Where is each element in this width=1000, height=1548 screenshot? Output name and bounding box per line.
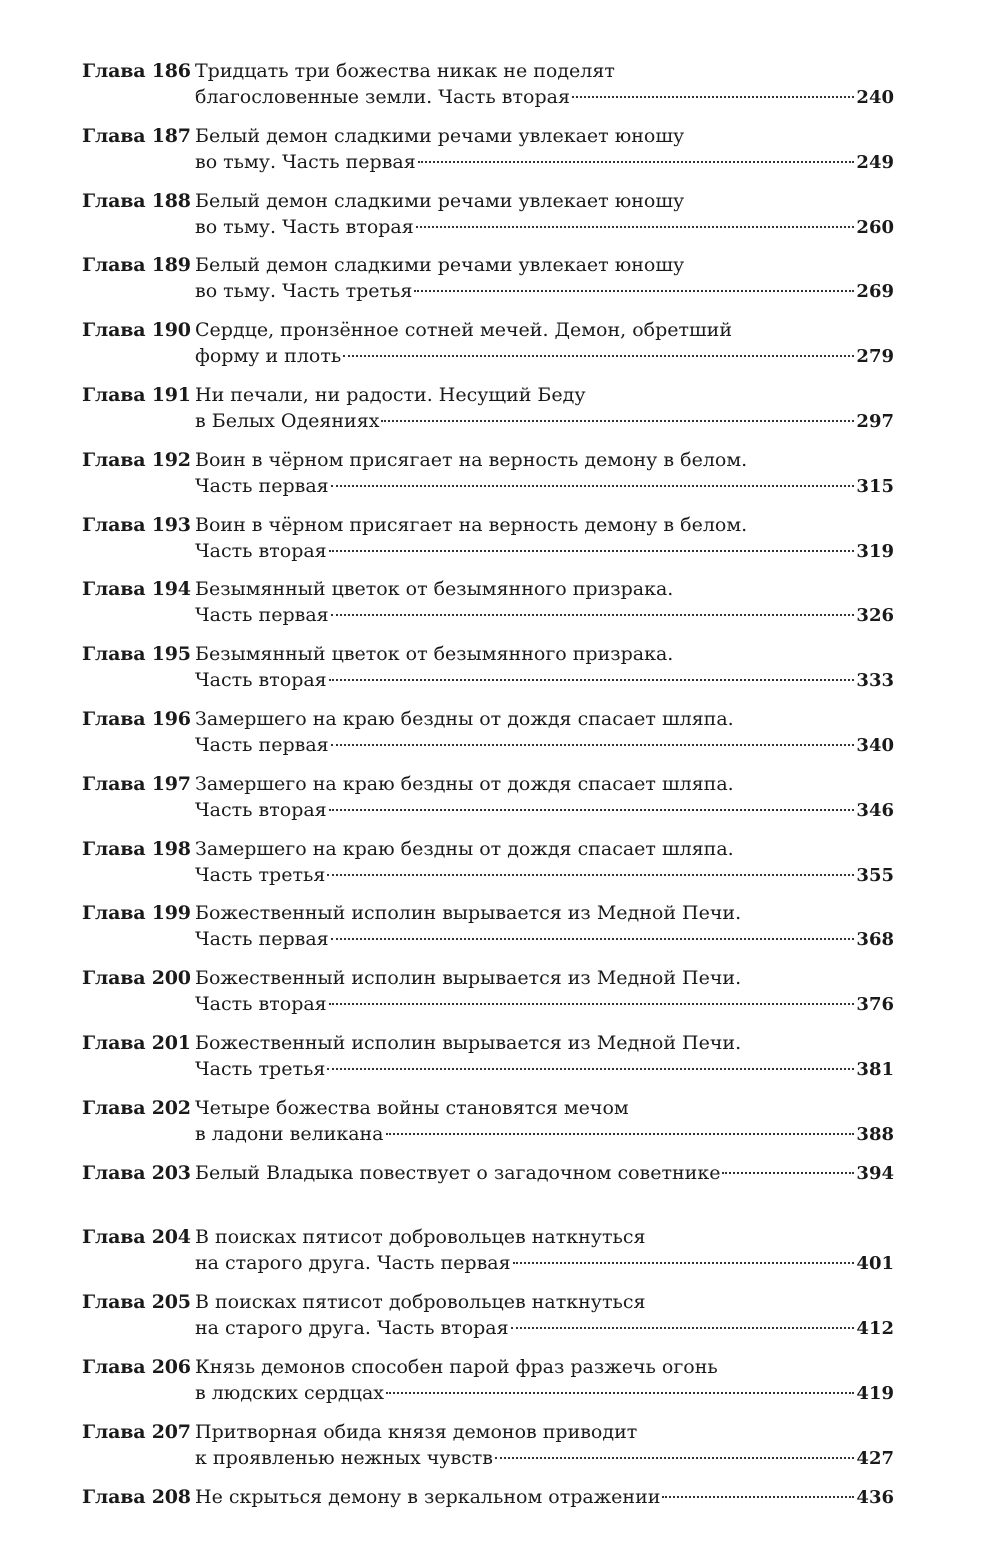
chapter-title bbox=[195, 1419, 894, 1472]
title-line: во тьму. Часть первая bbox=[195, 150, 416, 173]
title-line-with-page bbox=[195, 926, 894, 953]
chapter-number: Глава 202 bbox=[82, 1096, 191, 1119]
title-line: Божественный исполин вырывается из Медной Печи. bbox=[195, 902, 742, 925]
page-number: 333 bbox=[856, 670, 894, 692]
title-line-with-page bbox=[195, 473, 894, 500]
chapter-title bbox=[195, 1354, 894, 1407]
title-line-with-page bbox=[195, 667, 894, 694]
page-number: 260 bbox=[856, 216, 894, 238]
chapter-title bbox=[195, 252, 894, 305]
chapter-number: Глава 194 bbox=[82, 578, 191, 601]
title-line: Часть первая bbox=[195, 474, 329, 497]
chapter-title bbox=[195, 1224, 894, 1277]
title-line: Белый Владыка повествует о загадочном советнике bbox=[195, 1161, 721, 1184]
dot-leader bbox=[414, 290, 854, 292]
title-line: Божественный исполин вырывается из Медной Печи. bbox=[195, 967, 742, 990]
toc-entry bbox=[82, 1160, 894, 1225]
dot-leader bbox=[329, 550, 855, 552]
dot-leader bbox=[329, 809, 855, 811]
chapter-title bbox=[195, 965, 894, 1018]
chapter-number: Глава 201 bbox=[82, 1031, 191, 1054]
toc-entry bbox=[82, 1484, 894, 1548]
page-number: 319 bbox=[856, 540, 894, 562]
chapter-number: Глава 197 bbox=[82, 772, 191, 795]
title-line: в ладони великана bbox=[195, 1122, 384, 1145]
page-number: 355 bbox=[856, 864, 894, 886]
title-line: Четыре божества войны становятся мечом bbox=[195, 1096, 629, 1119]
chapter-title bbox=[195, 900, 894, 953]
dot-leader bbox=[572, 96, 854, 98]
title-line-with-page bbox=[195, 278, 894, 305]
toc-entry bbox=[82, 771, 894, 836]
toc-entry bbox=[82, 1289, 894, 1354]
title-line: к проявленью нежных чувств bbox=[195, 1446, 493, 1469]
title-line-with-page bbox=[195, 602, 894, 629]
page-number: 368 bbox=[856, 929, 894, 951]
chapter-number: Глава 187 bbox=[82, 124, 191, 147]
table-of-contents bbox=[82, 58, 894, 1548]
chapter-number: Глава 205 bbox=[82, 1291, 191, 1314]
page-number: 297 bbox=[856, 410, 894, 432]
page-number: 269 bbox=[856, 281, 894, 303]
toc-entry bbox=[82, 576, 894, 641]
toc-entry bbox=[82, 1030, 894, 1095]
page-number: 315 bbox=[856, 475, 894, 497]
title-line-with-page bbox=[195, 797, 894, 824]
toc-entry bbox=[82, 447, 894, 512]
chapter-title bbox=[195, 1160, 894, 1187]
chapter-number: Глава 207 bbox=[82, 1420, 191, 1443]
title-line: Белый демон сладкими речами увлекает юношу bbox=[195, 254, 685, 277]
chapter-number: Глава 196 bbox=[82, 707, 191, 730]
title-line: Воин в чёрном присягает на верность демону в белом. bbox=[195, 513, 748, 536]
dot-leader bbox=[418, 161, 855, 163]
dot-leader bbox=[329, 1003, 855, 1005]
dot-leader bbox=[386, 1133, 855, 1135]
dot-leader bbox=[327, 874, 854, 876]
toc-entry bbox=[82, 58, 894, 123]
dot-leader bbox=[331, 485, 855, 487]
page-number: 388 bbox=[856, 1123, 894, 1145]
chapter-number: Глава 208 bbox=[82, 1485, 191, 1508]
title-line-with-page bbox=[195, 1250, 894, 1277]
title-line-with-page bbox=[195, 862, 894, 889]
dot-leader bbox=[662, 1496, 854, 1498]
title-line: Замершего на краю бездны от дождя спасает шляпа. bbox=[195, 707, 734, 730]
title-line: Воин в чёрном присягает на верность демону в белом. bbox=[195, 448, 748, 471]
chapter-title bbox=[195, 123, 894, 176]
toc-entry bbox=[82, 641, 894, 706]
chapter-number: Глава 189 bbox=[82, 254, 191, 277]
title-line: Часть третья bbox=[195, 1057, 326, 1080]
dot-leader bbox=[343, 355, 854, 357]
chapter-title bbox=[195, 836, 894, 889]
chapter-title bbox=[195, 641, 894, 694]
toc-entry bbox=[82, 1095, 894, 1160]
page-number: 436 bbox=[856, 1486, 894, 1508]
page-number: 419 bbox=[856, 1382, 894, 1404]
title-line: Ни печали, ни радости. Несущий Беду bbox=[195, 383, 586, 406]
title-line: Часть третья bbox=[195, 863, 326, 886]
page-number: 412 bbox=[856, 1318, 894, 1340]
title-line-with-page bbox=[195, 149, 894, 176]
title-line: Замершего на краю бездны от дождя спасает шляпа. bbox=[195, 837, 734, 860]
toc-entry bbox=[82, 706, 894, 771]
title-line-with-page bbox=[195, 1380, 894, 1407]
title-line-with-page bbox=[195, 1056, 894, 1083]
title-line: Замершего на краю бездны от дождя спасает шляпа. bbox=[195, 772, 734, 795]
title-line: В поисках пятисот добровольцев наткнуться bbox=[195, 1291, 646, 1314]
title-line: Безымянный цветок от безымянного призрака. bbox=[195, 578, 674, 601]
chapter-number: Глава 193 bbox=[82, 513, 191, 536]
page-number: 279 bbox=[856, 346, 894, 368]
chapter-title bbox=[195, 317, 894, 370]
title-line-with-page bbox=[195, 1484, 894, 1511]
toc-entry bbox=[82, 1419, 894, 1484]
dot-leader bbox=[331, 614, 855, 616]
dot-leader bbox=[331, 744, 855, 746]
chapter-number: Глава 204 bbox=[82, 1226, 191, 1249]
chapter-number: Глава 190 bbox=[82, 319, 191, 342]
toc-entry bbox=[82, 900, 894, 965]
chapter-title bbox=[195, 447, 894, 500]
page-number: 427 bbox=[856, 1447, 894, 1469]
title-line: Сердце, пронзённое сотней мечей. Демон, обретший bbox=[195, 319, 732, 342]
chapter-number: Глава 203 bbox=[82, 1161, 191, 1184]
toc-entry bbox=[82, 1224, 894, 1289]
toc-entry bbox=[82, 317, 894, 382]
title-line-with-page bbox=[195, 343, 894, 370]
chapter-title bbox=[195, 58, 894, 111]
chapter-title bbox=[195, 1030, 894, 1083]
title-line-with-page bbox=[195, 538, 894, 565]
title-line-with-page bbox=[195, 408, 894, 435]
page-number: 326 bbox=[856, 605, 894, 627]
dot-leader bbox=[722, 1172, 854, 1174]
chapter-title bbox=[195, 382, 894, 435]
chapter-number: Глава 192 bbox=[82, 448, 191, 471]
page-number: 240 bbox=[856, 87, 894, 108]
title-line-with-page bbox=[195, 991, 894, 1018]
page-number: 346 bbox=[856, 799, 894, 821]
title-line: во тьму. Часть третья bbox=[195, 280, 413, 303]
title-line-with-page bbox=[195, 1160, 894, 1187]
title-line-with-page bbox=[195, 1445, 894, 1472]
title-line: в Белых Одеяниях bbox=[195, 409, 380, 432]
title-line: Часть первая bbox=[195, 604, 329, 627]
toc-entry bbox=[82, 123, 894, 188]
title-line: Князь демонов способен парой фраз разжечь огонь bbox=[195, 1355, 718, 1378]
chapter-number: Глава 198 bbox=[82, 837, 191, 860]
dot-leader bbox=[331, 938, 855, 940]
title-line: Безымянный цветок от безымянного призрака. bbox=[195, 643, 674, 666]
dot-leader bbox=[513, 1262, 855, 1264]
title-line: на старого друга. Часть вторая bbox=[195, 1317, 509, 1340]
toc-entry bbox=[82, 1354, 894, 1419]
page-number: 401 bbox=[856, 1253, 894, 1275]
chapter-title bbox=[195, 576, 894, 629]
title-line: Часть первая bbox=[195, 928, 329, 951]
title-line-with-page bbox=[195, 214, 894, 241]
title-line: Часть вторая bbox=[195, 798, 327, 821]
chapter-number: Глава 195 bbox=[82, 643, 191, 666]
chapter-title bbox=[195, 771, 894, 824]
title-line: В поисках пятисот добровольцев наткнуться bbox=[195, 1226, 646, 1249]
toc-entry bbox=[82, 188, 894, 253]
chapter-title bbox=[195, 1484, 894, 1511]
toc-entry bbox=[82, 252, 894, 317]
title-line: форму и плоть bbox=[195, 345, 342, 368]
page-number: 249 bbox=[856, 151, 894, 173]
chapter-number: Глава 186 bbox=[82, 60, 191, 82]
dot-leader bbox=[381, 420, 854, 422]
title-line: Притворная обида князя демонов приводит bbox=[195, 1420, 638, 1443]
chapter-title bbox=[195, 188, 894, 241]
toc-entry bbox=[82, 512, 894, 577]
dot-leader bbox=[329, 679, 855, 681]
chapter-number: Глава 199 bbox=[82, 902, 191, 925]
chapter-number: Глава 188 bbox=[82, 189, 191, 212]
page-number: 376 bbox=[856, 994, 894, 1016]
title-line: благословенные земли. Часть вторая bbox=[195, 86, 570, 108]
title-line: Божественный исполин вырывается из Медной Печи. bbox=[195, 1031, 742, 1054]
toc-entry bbox=[82, 836, 894, 901]
chapter-number: Глава 206 bbox=[82, 1355, 191, 1378]
title-line: Часть вторая bbox=[195, 539, 327, 562]
dot-leader bbox=[416, 226, 855, 228]
title-line-with-page bbox=[195, 1315, 894, 1342]
title-line: Белый демон сладкими речами увлекает юношу bbox=[195, 124, 685, 147]
title-line: на старого друга. Часть первая bbox=[195, 1252, 511, 1275]
title-line: Тридцать три божества никак не поделят bbox=[195, 60, 615, 82]
title-line: Часть вторая bbox=[195, 993, 327, 1016]
chapter-number: Глава 191 bbox=[82, 383, 191, 406]
title-line-with-page bbox=[195, 732, 894, 759]
title-line: Часть вторая bbox=[195, 669, 327, 692]
page-number: 394 bbox=[856, 1162, 894, 1184]
toc-entry bbox=[82, 965, 894, 1030]
toc-entry bbox=[82, 382, 894, 447]
chapter-title bbox=[195, 512, 894, 565]
dot-leader bbox=[511, 1327, 855, 1329]
title-line: Часть первая bbox=[195, 733, 329, 756]
title-line: Не скрыться демону в зеркальном отражении bbox=[195, 1485, 661, 1508]
chapter-title bbox=[195, 706, 894, 759]
title-line-with-page bbox=[195, 84, 894, 111]
title-line: в людских сердцах bbox=[195, 1381, 384, 1404]
dot-leader bbox=[495, 1457, 854, 1459]
page-number: 381 bbox=[856, 1058, 894, 1080]
chapter-title bbox=[195, 1095, 894, 1148]
title-line-with-page bbox=[195, 1121, 894, 1148]
page-number: 340 bbox=[856, 734, 894, 756]
dot-leader bbox=[327, 1068, 854, 1070]
title-line: во тьму. Часть вторая bbox=[195, 215, 414, 238]
title-line: Белый демон сладкими речами увлекает юношу bbox=[195, 189, 685, 212]
chapter-title bbox=[195, 1289, 894, 1342]
chapter-number: Глава 200 bbox=[82, 967, 191, 990]
dot-leader bbox=[386, 1392, 854, 1394]
